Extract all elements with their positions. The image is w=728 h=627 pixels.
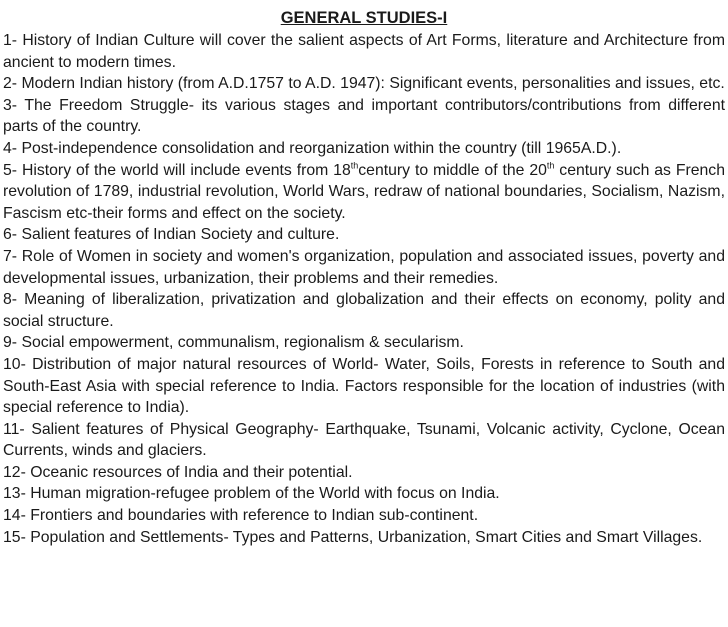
item-number: 12- [3,463,26,481]
list-item [3,160,725,225]
item-text: History of Indian Culture will cover the salient aspects of Art Forms, literature and Architecture from ancient to modern times. [3,32,726,71]
item-text: Meaning of liberalization, privatization and globalization and their effects on economy, polity and social structure. [3,291,726,330]
list-item [3,138,725,160]
item-text: Modern Indian history (from A.D.1757 to A.D. 1947): Significant events, personalities and issues, etc. [21,75,725,93]
list-item [3,289,725,332]
list-item [3,462,725,484]
item-text: Salient features of Indian Society and culture. [21,226,340,244]
item-number: 5- [3,161,18,179]
item-number: 9- [3,334,18,352]
item-number: 15- [3,528,26,546]
list-item [3,95,725,138]
item-text: Salient features of Physical Geography- Earthquake, Tsunami, Volcanic activity, Cyclone, Ocean Currents, winds and glaciers. [3,420,725,460]
list-item [3,527,725,549]
item-number: 2- [3,75,18,93]
list-item [3,505,725,527]
list-item [3,73,725,95]
list-item [3,419,725,462]
list-item [3,483,725,505]
ordinal-superscript: th [546,160,555,171]
item-number: 6- [3,226,18,244]
item-number: 3- [3,96,18,114]
item-text: Role of Women in society and women's organization, population and associated issues, poverty and developmental issues, urbanization, their problems and their remedies. [3,247,726,287]
item-text-part: History of the world will include events from 18 [21,161,351,179]
list-item [3,354,725,419]
item-text: Oceanic resources of India and their potential. [30,463,353,481]
item-text: Post-independence consolidation and reorganization within the country (till 1965A.D.). [21,139,622,157]
item-text: Distribution of major natural resources of World- Water, Soils, Forests in reference to South and South-East Asia with special reference to India. Factors responsible for the location of industries (with special reference to India). [3,355,725,417]
item-number: 10- [3,355,26,373]
item-text: Human migration-refugee problem of the World with focus on India. [30,485,500,503]
list-item [3,332,725,354]
item-text-part: century to middle of the 20 [358,161,547,179]
ordinal-superscript: th [350,160,359,171]
item-number: 14- [3,507,26,525]
item-number: 11- [3,420,25,438]
item-number: 7- [3,247,18,265]
list-item [3,224,725,246]
item-number: 13- [3,485,26,503]
list-item [3,30,725,73]
item-number: 1- [3,32,18,49]
page-title: GENERAL STUDIES-I [280,9,448,27]
list-item [3,246,725,289]
item-number: 8- [3,291,18,309]
item-text: Social empowerment, communalism, regionalism & secularism. [21,334,464,352]
item-text-part: century such as French revolution of 1789, industrial revolution, World Wars, redraw of national boundaries, Socialism, Nazism, Fascism etc-their forms and effect on the society. [3,161,725,222]
item-number: 4- [3,139,18,157]
item-text: The Freedom Struggle- its various stages and important contributors/contributions from different parts of the country. [3,96,725,136]
item-text: Frontiers and boundaries with reference to Indian sub-continent. [30,507,479,525]
item-text: Population and Settlements- Types and Patterns, Urbanization, Smart Cities and Smart Villages. [30,528,703,546]
